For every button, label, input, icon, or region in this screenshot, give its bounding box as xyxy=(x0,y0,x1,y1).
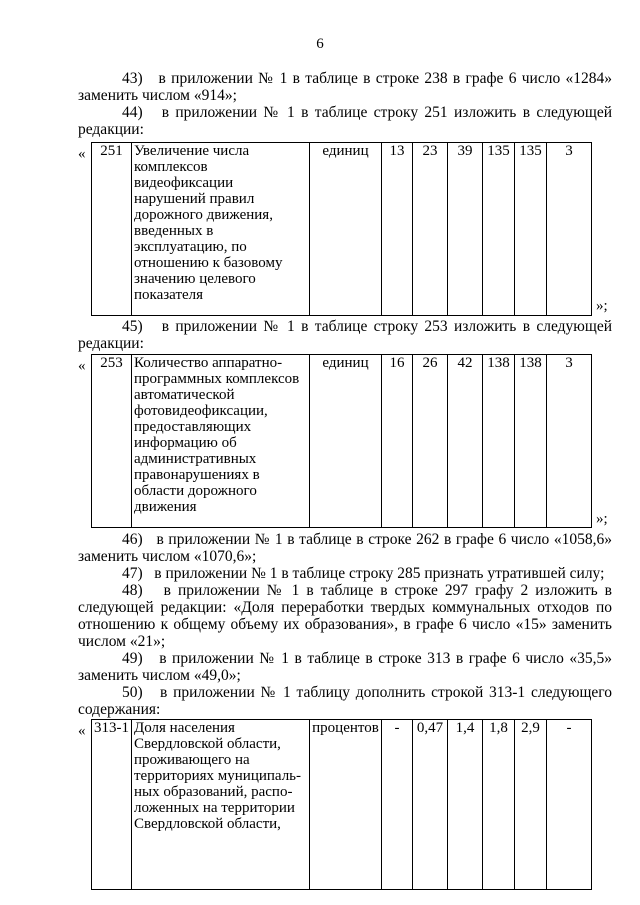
item-44: 44) в приложении № 1 в таблице строку 251 изложить в следующей редакции: xyxy=(78,104,612,138)
row-unit: единиц xyxy=(310,355,382,528)
close-quote: »; xyxy=(596,511,608,527)
value-cell: 135 xyxy=(515,143,547,316)
item-43: 43) в приложении № 1 в таблице в строке 238 в графе 6 число «1284» заменить числом «914»; xyxy=(78,70,612,104)
row-number: 313-1 xyxy=(92,720,132,890)
row-description: Доля населения Свердловской области, проживающего на территориях муниципаль-ных образований, распо-ложенных на территории Свердловской области, xyxy=(132,720,310,890)
value-cell: - xyxy=(547,720,592,890)
value-cell: 2,9 xyxy=(515,720,547,890)
value-cell: 1,8 xyxy=(483,720,515,890)
item-45: 45) в приложении № 1 в таблице строку 253 изложить в следующей редакции: xyxy=(78,318,612,352)
open-quote: « xyxy=(78,358,86,374)
open-quote: « xyxy=(78,723,86,739)
value-cell: 42 xyxy=(448,355,483,528)
value-cell: 16 xyxy=(382,355,413,528)
value-cell: 23 xyxy=(413,143,448,316)
table-row-251 xyxy=(91,142,592,316)
table-row-313-1 xyxy=(91,719,592,890)
item-46: 46) в приложении № 1 в таблице в строке 262 в графе 6 число «1058,6» заменить числом «1070,6»; xyxy=(78,531,612,565)
value-cell: 13 xyxy=(382,143,413,316)
row-number: 251 xyxy=(92,143,132,316)
value-cell: 3 xyxy=(547,355,592,528)
value-cell: 135 xyxy=(483,143,515,316)
open-quote: « xyxy=(78,146,86,162)
value-cell: 0,47 xyxy=(413,720,448,890)
value-cell: 1,4 xyxy=(448,720,483,890)
close-quote: »; xyxy=(596,298,608,314)
row-unit: единиц xyxy=(310,143,382,316)
item-49: 49) в приложении № 1 в таблице в строке 313 в графе 6 число «35,5» заменить числом «49,0»; xyxy=(78,650,612,684)
value-cell: 138 xyxy=(483,355,515,528)
table-row-253 xyxy=(91,354,592,528)
value-cell: 138 xyxy=(515,355,547,528)
value-cell: 39 xyxy=(448,143,483,316)
value-cell: - xyxy=(382,720,413,890)
item-47: 47) в приложении № 1 в таблице строку 285 признать утратившей силу; xyxy=(122,565,605,582)
row-description: Увеличение числа комплексов видеофиксации нарушений правил дорожного движения, введенных в эксплуатацию, по отношению к базовому значению целевого показателя xyxy=(132,143,310,316)
row-number: 253 xyxy=(92,355,132,528)
page-number: 6 xyxy=(316,36,324,52)
row-description: Количество аппаратно-программных комплексов автоматической фотовидеофиксации, предоставляющих информацию об административных правонарушениях в области дорожного движения xyxy=(132,355,310,528)
row-unit: процентов xyxy=(310,720,382,890)
value-cell: 26 xyxy=(413,355,448,528)
value-cell: 3 xyxy=(547,143,592,316)
item-50: 50) в приложении № 1 таблицу дополнить строкой 313-1 следующего содержания: xyxy=(78,684,612,718)
item-48: 48) в приложении № 1 в таблице в строке 297 графу 2 изложить в следующей редакции: «Доля переработки твердых коммунальных отходов по отношению к общему объему их образования», в графе 6 число «15» заменить числом «21»; xyxy=(78,582,612,650)
